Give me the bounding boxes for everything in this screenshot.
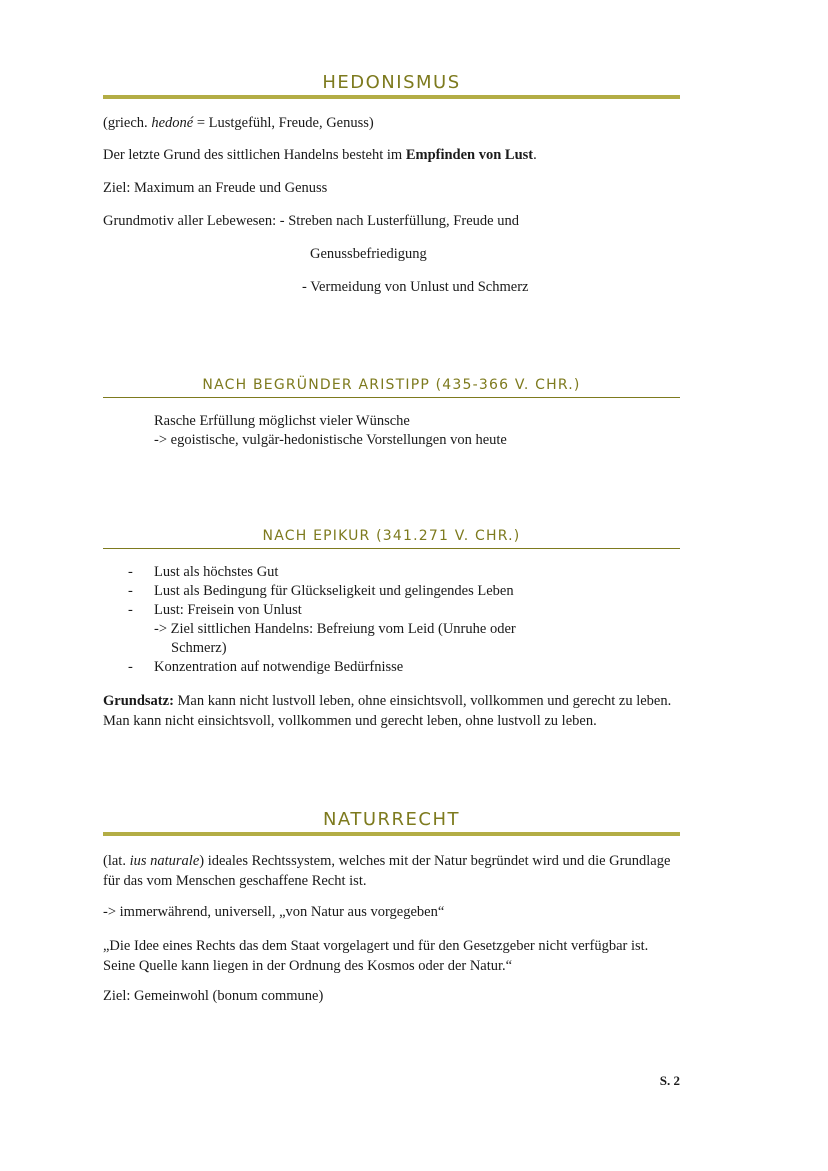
epikur-subitem-2: Schmerz) [171, 640, 227, 656]
text: (lat. [103, 853, 130, 869]
text: Der letzte Grund des sittlichen Handelns besteht im [103, 147, 406, 163]
section-rule [103, 832, 680, 836]
epikur-grundsatz [103, 691, 683, 731]
bullet-dash: - [128, 564, 133, 580]
text: . [533, 147, 537, 163]
emphasis-term: hedoné [151, 115, 194, 131]
section-rule [103, 548, 680, 549]
grundsatz-text: Man kann nicht lustvoll leben, ohne einsichtsvoll, vollkommen und gerecht zu leben. Man kann nicht einsichtsvoll, vollkommen und gerecht leben, ohne lustvoll zu leben. [103, 693, 672, 729]
section-title-aristipp: NACH BEGRÜNDER ARISTIPP (435-366 V. CHR.) [202, 377, 581, 393]
section-title-epikur: NACH EPIKUR (341.271 V. CHR.) [262, 528, 521, 544]
text: = Lustgefühl, Freude, Genuss) [193, 115, 374, 131]
naturrecht-definition [103, 851, 683, 891]
epikur-item-1: Lust als höchstes Gut [154, 564, 279, 580]
epikur-item-2: Lust als Bedingung für Glückseligkeit und gelingendes Leben [154, 583, 514, 599]
section-title-naturrecht: NATURRECHT [322, 809, 461, 830]
aristipp-line-1: Rasche Erfüllung möglichst vieler Wünsche [154, 413, 410, 429]
section-rule [103, 95, 680, 99]
hedonismus-goal: Ziel: Maximum an Freude und Genuss [103, 180, 328, 196]
page-number: S. 2 [659, 1073, 680, 1088]
grundsatz-label: Grundsatz: [103, 693, 174, 709]
text: ) ideales Rechtssystem, welches mit der Natur begründet wird und die Grundlage für das vom Menschen geschaffene Recht ist. [103, 853, 671, 889]
bold-term: Empfinden von Lust [405, 147, 534, 163]
hedonismus-etymology [103, 115, 374, 132]
epikur-item-3: Lust: Freisein von Unlust [154, 602, 302, 618]
epikur-subitem-1: -> Ziel sittlichen Handelns: Befreiung vom Leid (Unruhe oder [154, 621, 516, 637]
hedonismus-motive-avoid: - Vermeidung von Unlust und Schmerz [302, 279, 529, 295]
epikur-item-4: Konzentration auf notwendige Bedürfnisse [154, 659, 404, 675]
aristipp-line-2: -> egoistische, vulgär-hedonistische Vorstellungen von heute [154, 432, 507, 448]
hedonismus-motive: Grundmotiv aller Lebewesen: - Streben nach Lusterfüllung, Freude und [103, 213, 519, 229]
text: (griech. [103, 115, 152, 131]
naturrecht-goal: Ziel: Gemeinwohl (bonum commune) [103, 988, 324, 1004]
hedonismus-definition [103, 147, 537, 164]
bullet-dash: - [128, 602, 133, 618]
section-rule [103, 397, 680, 398]
naturrecht-attributes: -> immerwährend, universell, „von Natur aus vorgegeben“ [103, 904, 445, 920]
emphasis-term: ius naturale [129, 853, 200, 869]
hedonismus-motive-cont: Genussbefriedigung [310, 246, 427, 262]
section-title-hedonismus: HEDONISMUS [322, 72, 461, 93]
bullet-dash: - [128, 583, 133, 599]
naturrecht-quote: „Die Idee eines Rechts das dem Staat vorgelagert und für den Gesetzgeber nicht verfügbar ist. Seine Quelle kann liegen in der Ordnung des Kosmos oder der Natur.“ [103, 938, 649, 974]
bullet-dash: - [128, 659, 133, 675]
